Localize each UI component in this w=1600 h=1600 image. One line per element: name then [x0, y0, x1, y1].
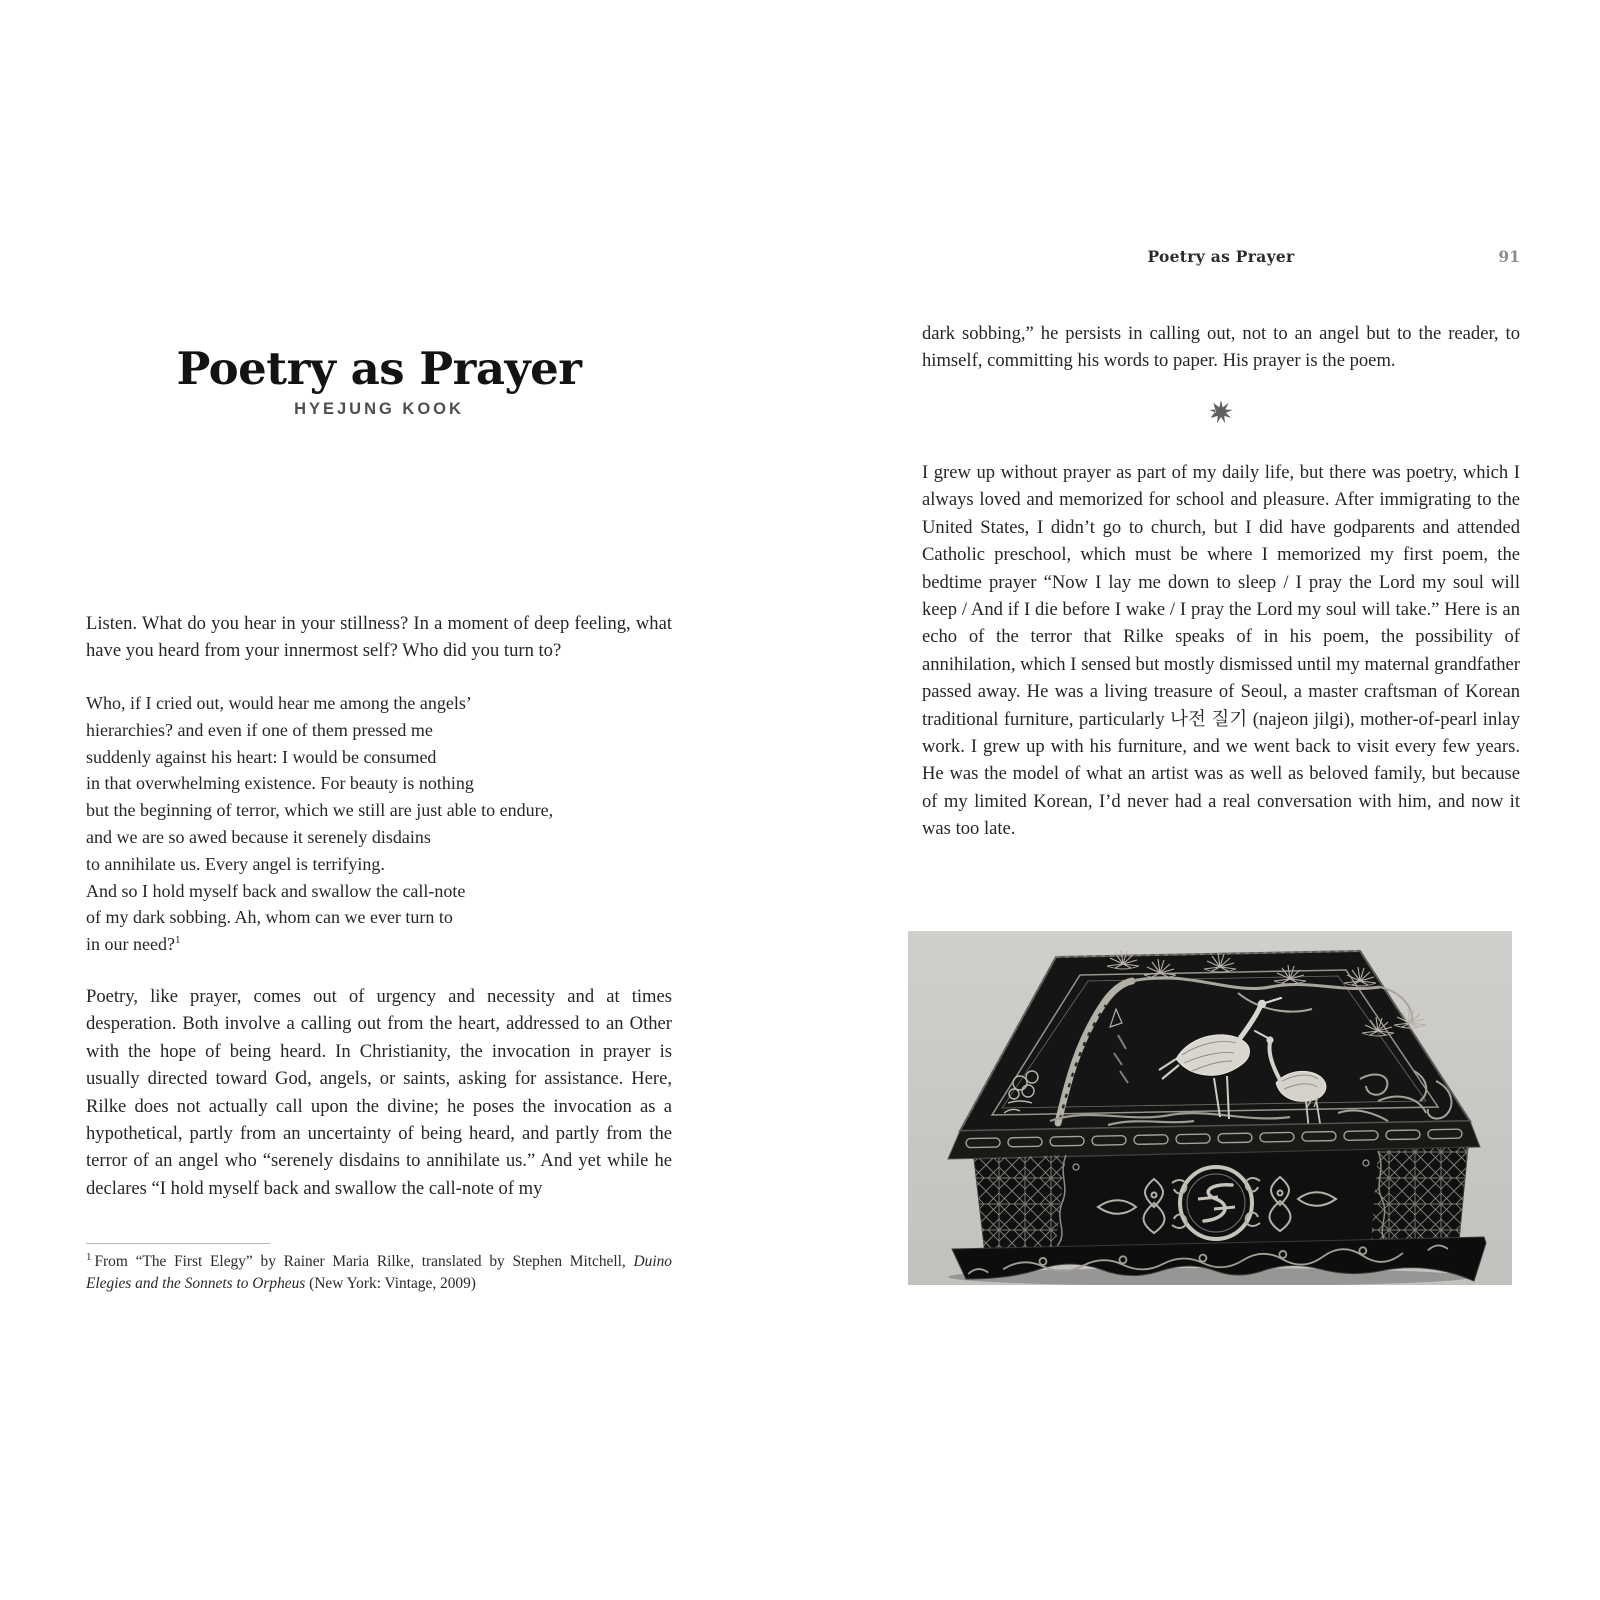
poem-line: Who, if I cried out, would hear me among the angels’: [86, 693, 472, 713]
body-paragraph: Poetry, like prayer, comes out of urgency and necessity and at times desperation. Both involve a calling out from the heart, addressed to an Other with the hope of being heard. In Christianity, the invocation in prayer is usually directed toward God, angels, or saints, asking for assistance. Here, Rilke does not actually call upon the divine; he poses the invocation as a hypothetical, partly from an uncertainty of being heard, and partly from the terror of an angel who “serenely disdains to annihilate us.” And yet while he declares “I hold myself back and swallow the call-note of my: [86, 986, 672, 1199]
author-name: HYEJUNG KOOK: [294, 400, 464, 418]
inlay-box-illustration: [908, 931, 1512, 1285]
page-number: 91: [1498, 247, 1520, 266]
footnote-text: From “The First Elegy” by Rainer Maria Rilke, translated by Stephen Mitchell,: [94, 1253, 634, 1270]
footnote-marker: 1: [86, 1250, 92, 1263]
footnote-reference: 1: [174, 934, 181, 947]
poem-line: of my dark sobbing. Ah, whom can we ever turn to: [86, 907, 453, 928]
running-header: Poetry as Prayer: [1147, 247, 1295, 266]
section-divider: [922, 399, 1520, 425]
poem-line-last: [86, 931, 672, 958]
inlay-box-photo: [908, 931, 1512, 1285]
page-header: [922, 247, 1520, 267]
poem-line: and we are so awed because it serenely disdains: [86, 826, 431, 847]
article-title: Poetry as Prayer: [176, 342, 582, 396]
poem-line-text: in our need?: [86, 934, 175, 955]
footnote-rule: [86, 1243, 270, 1244]
main-paragraph: I grew up without prayer as part of my daily life, but there was poetry, which I always loved and memorized for school and pleasure. After immigrating to the United States, I didn’t go to church, but I did have godparents and attended Catholic preschool, which must be where I memorized my first poem, the bedtime prayer “Now I lay me down to sleep / I pray the Lord my soul will keep / And if I die before I wake / I pray the Lord my soul will take.” Here is an echo of the terror that Rilke speaks of in his poem, the possibility of annihilation, which I sensed but mostly dismissed until my maternal grandfather passed away. He was a living treasure of Seoul, a master craftsman of Korean traditional furniture, particularly 나전 질기 (najeon jilgi), mother-of-pearl inlay work. I grew up with his furniture, and we went back to visit every few years. He was the model of what an artist was as well as beloved family, but because of my limited Korean, I’d never had a real conversation with him, and now it was too late.: [922, 462, 1520, 840]
poem-line: suddenly against his heart: I would be consumed: [86, 746, 437, 767]
poem-line: hierarchies? and even if one of them pressed me: [86, 719, 433, 740]
intro-paragraph: Listen. What do you hear in your stillness? In a moment of deep feeling, what have you heard from your innermost self? Who did you turn to?: [86, 613, 672, 662]
poem-block: [86, 690, 672, 958]
poem-line: And so I hold myself back and swallow the call-note: [86, 880, 466, 901]
poem-line: to annihilate us. Every angel is terrifying.: [86, 853, 385, 874]
footnote-tail: (New York: Vintage, 2009): [305, 1274, 476, 1292]
poem-line: in that overwhelming existence. For beauty is nothing: [86, 773, 474, 794]
footnote-book-title: Duino Elegies and the Sonnets to Orpheus: [86, 1253, 672, 1292]
star-asterisk-icon: [1208, 399, 1234, 425]
continuation-paragraph: dark sobbing,” he persists in calling out, not to an angel but to the reader, to himself, committing his words to paper. His prayer is the poem.: [922, 323, 1520, 372]
footnote: [86, 1251, 672, 1295]
poem-line: but the beginning of terror, which we still are just able to endure,: [86, 800, 554, 821]
